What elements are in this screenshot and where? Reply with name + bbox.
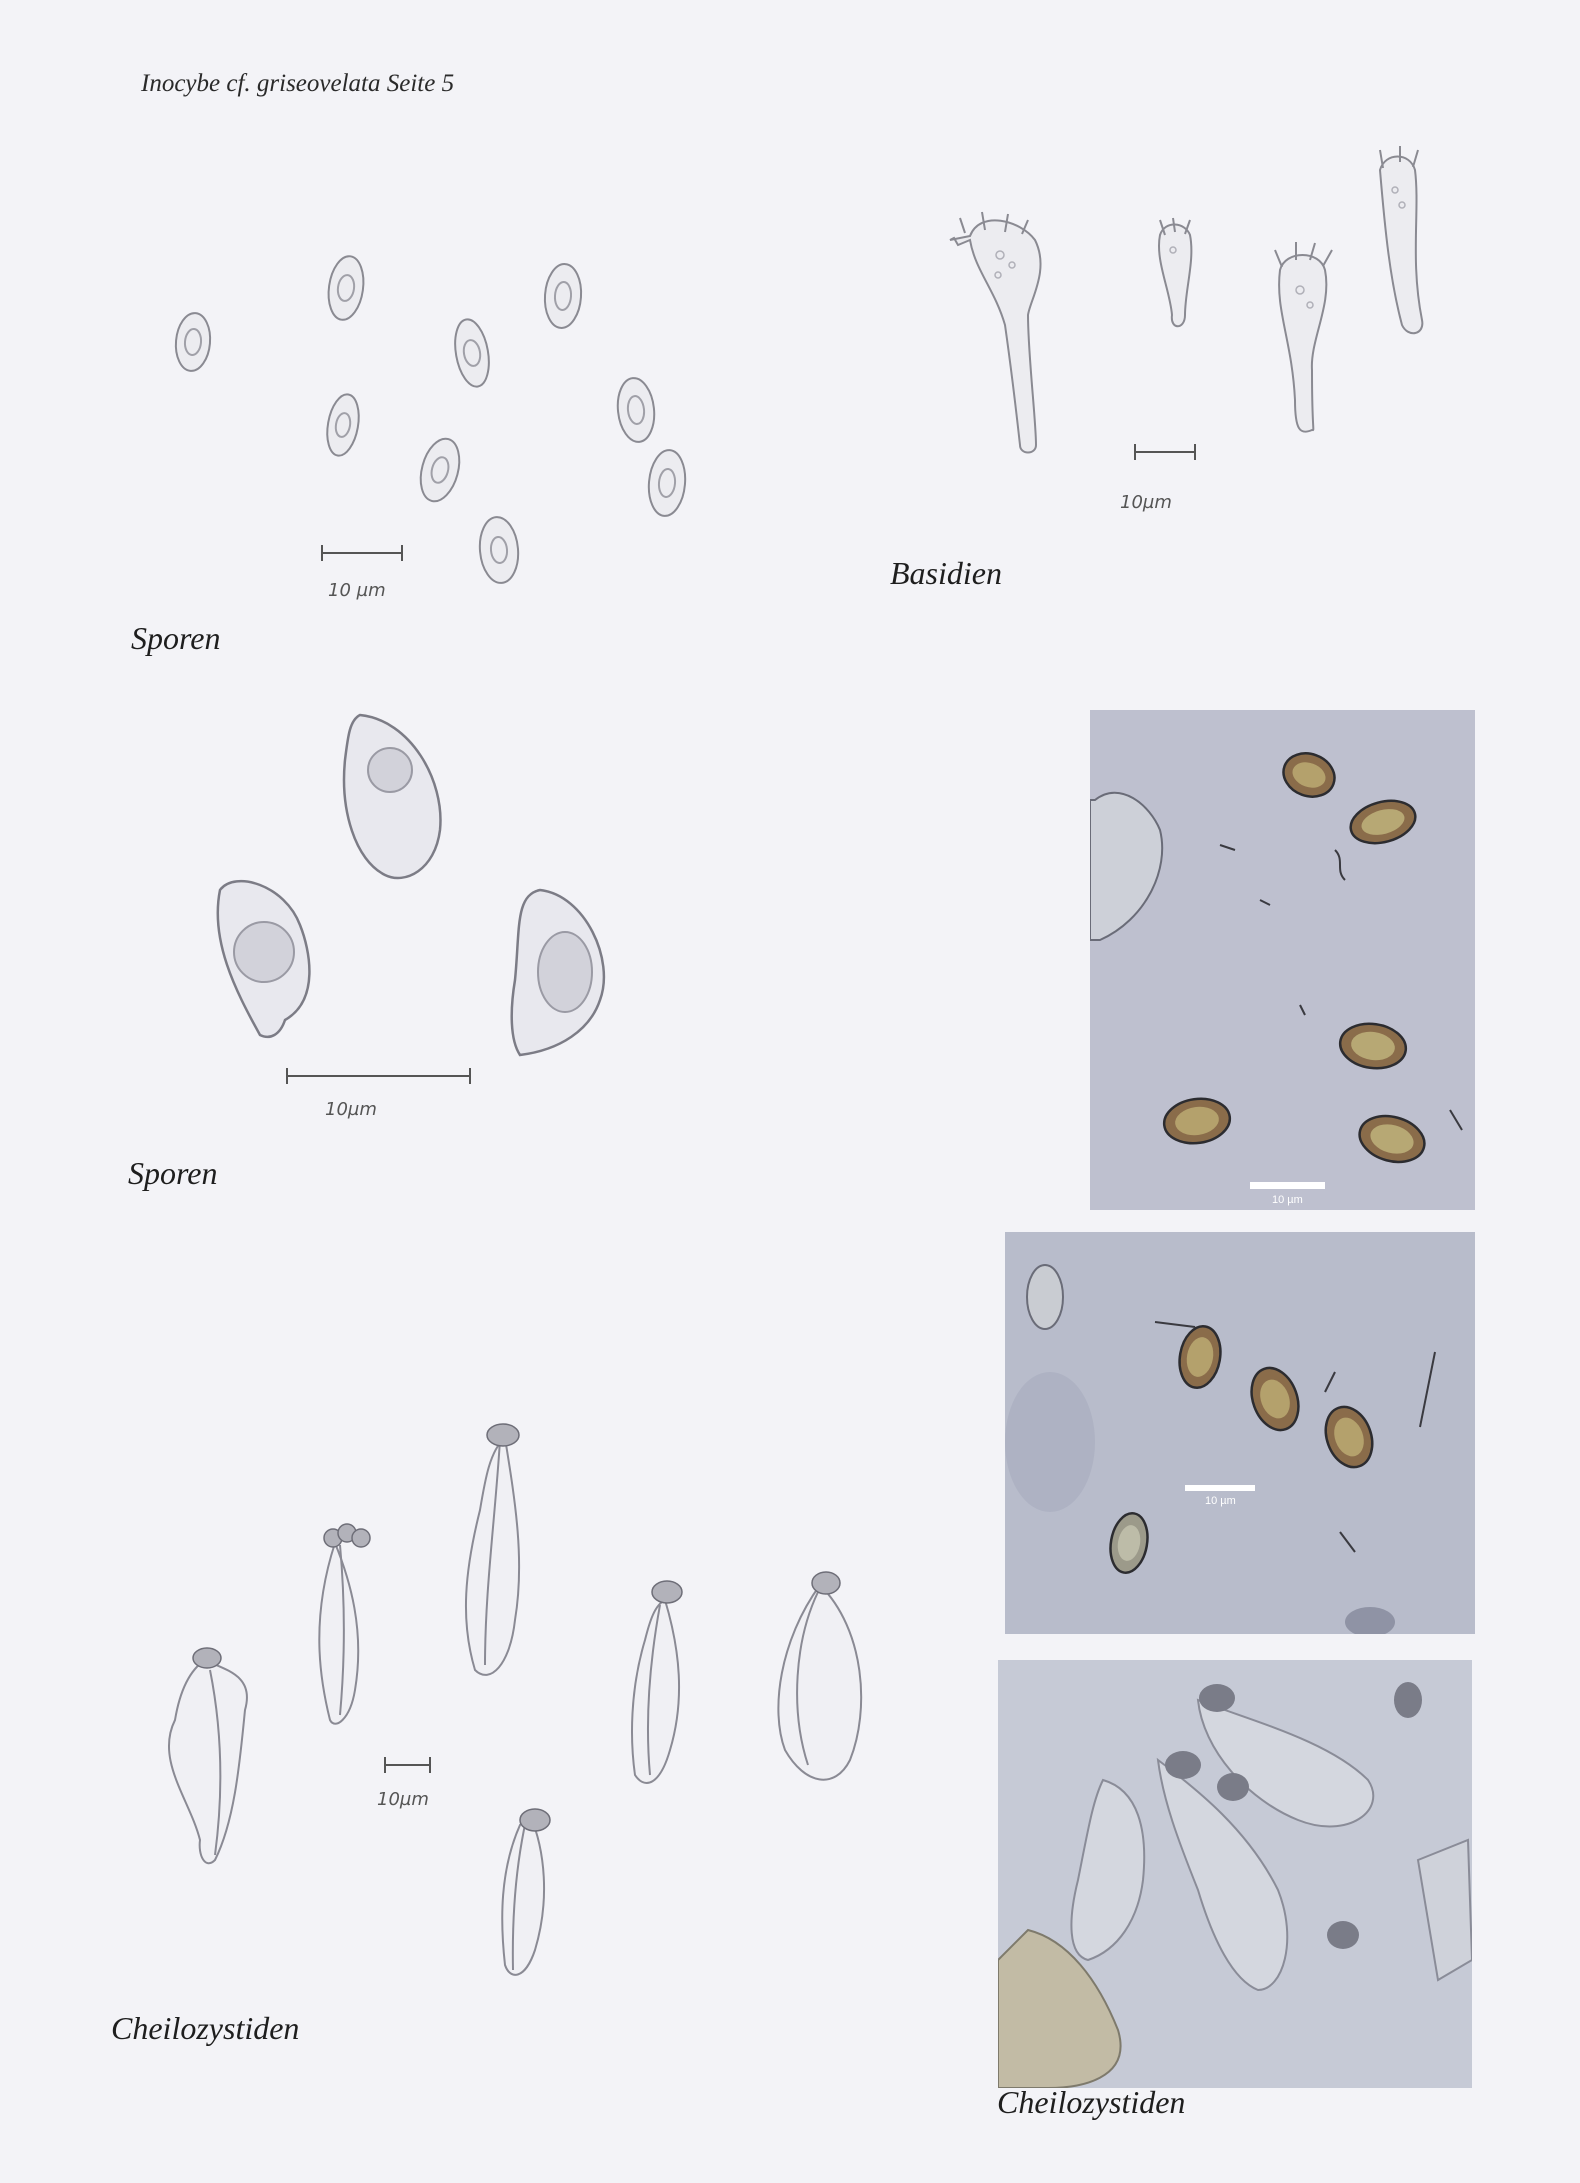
spores-drawing-large — [190, 690, 650, 1130]
spores-small-scale-label: 10 µm — [328, 580, 386, 601]
cheilocystidia-drawing-caption: Cheilozystiden — [111, 2010, 300, 2046]
spore-photo-1-scale-label: 10 µm — [1272, 1194, 1303, 1206]
spores-small-caption: Sporen — [131, 620, 221, 656]
spores-drawing-small — [150, 240, 710, 610]
basidia-caption: Basidien — [890, 555, 1002, 591]
cheilocystidia-photo — [998, 1660, 1472, 2088]
cheilocystidia-scale-label: 10µm — [377, 1789, 429, 1810]
cheilocystidia-drawing — [140, 1420, 880, 2010]
cheilocystidia-photo-caption: Cheilozystiden — [997, 2084, 1186, 2120]
basidia-scale-label: 10µm — [1120, 492, 1172, 513]
spore-photo-2 — [1005, 1232, 1475, 1634]
spores-large-caption: Sporen — [128, 1155, 218, 1191]
page-header: Inocybe cf. griseovelata Seite 5 — [141, 70, 455, 97]
spore-photo-2-scale-label: 10 µm — [1205, 1495, 1236, 1507]
spore-photo-1 — [1090, 710, 1475, 1210]
basidia-drawing — [940, 140, 1460, 520]
spores-large-scale-label: 10µm — [325, 1099, 377, 1120]
